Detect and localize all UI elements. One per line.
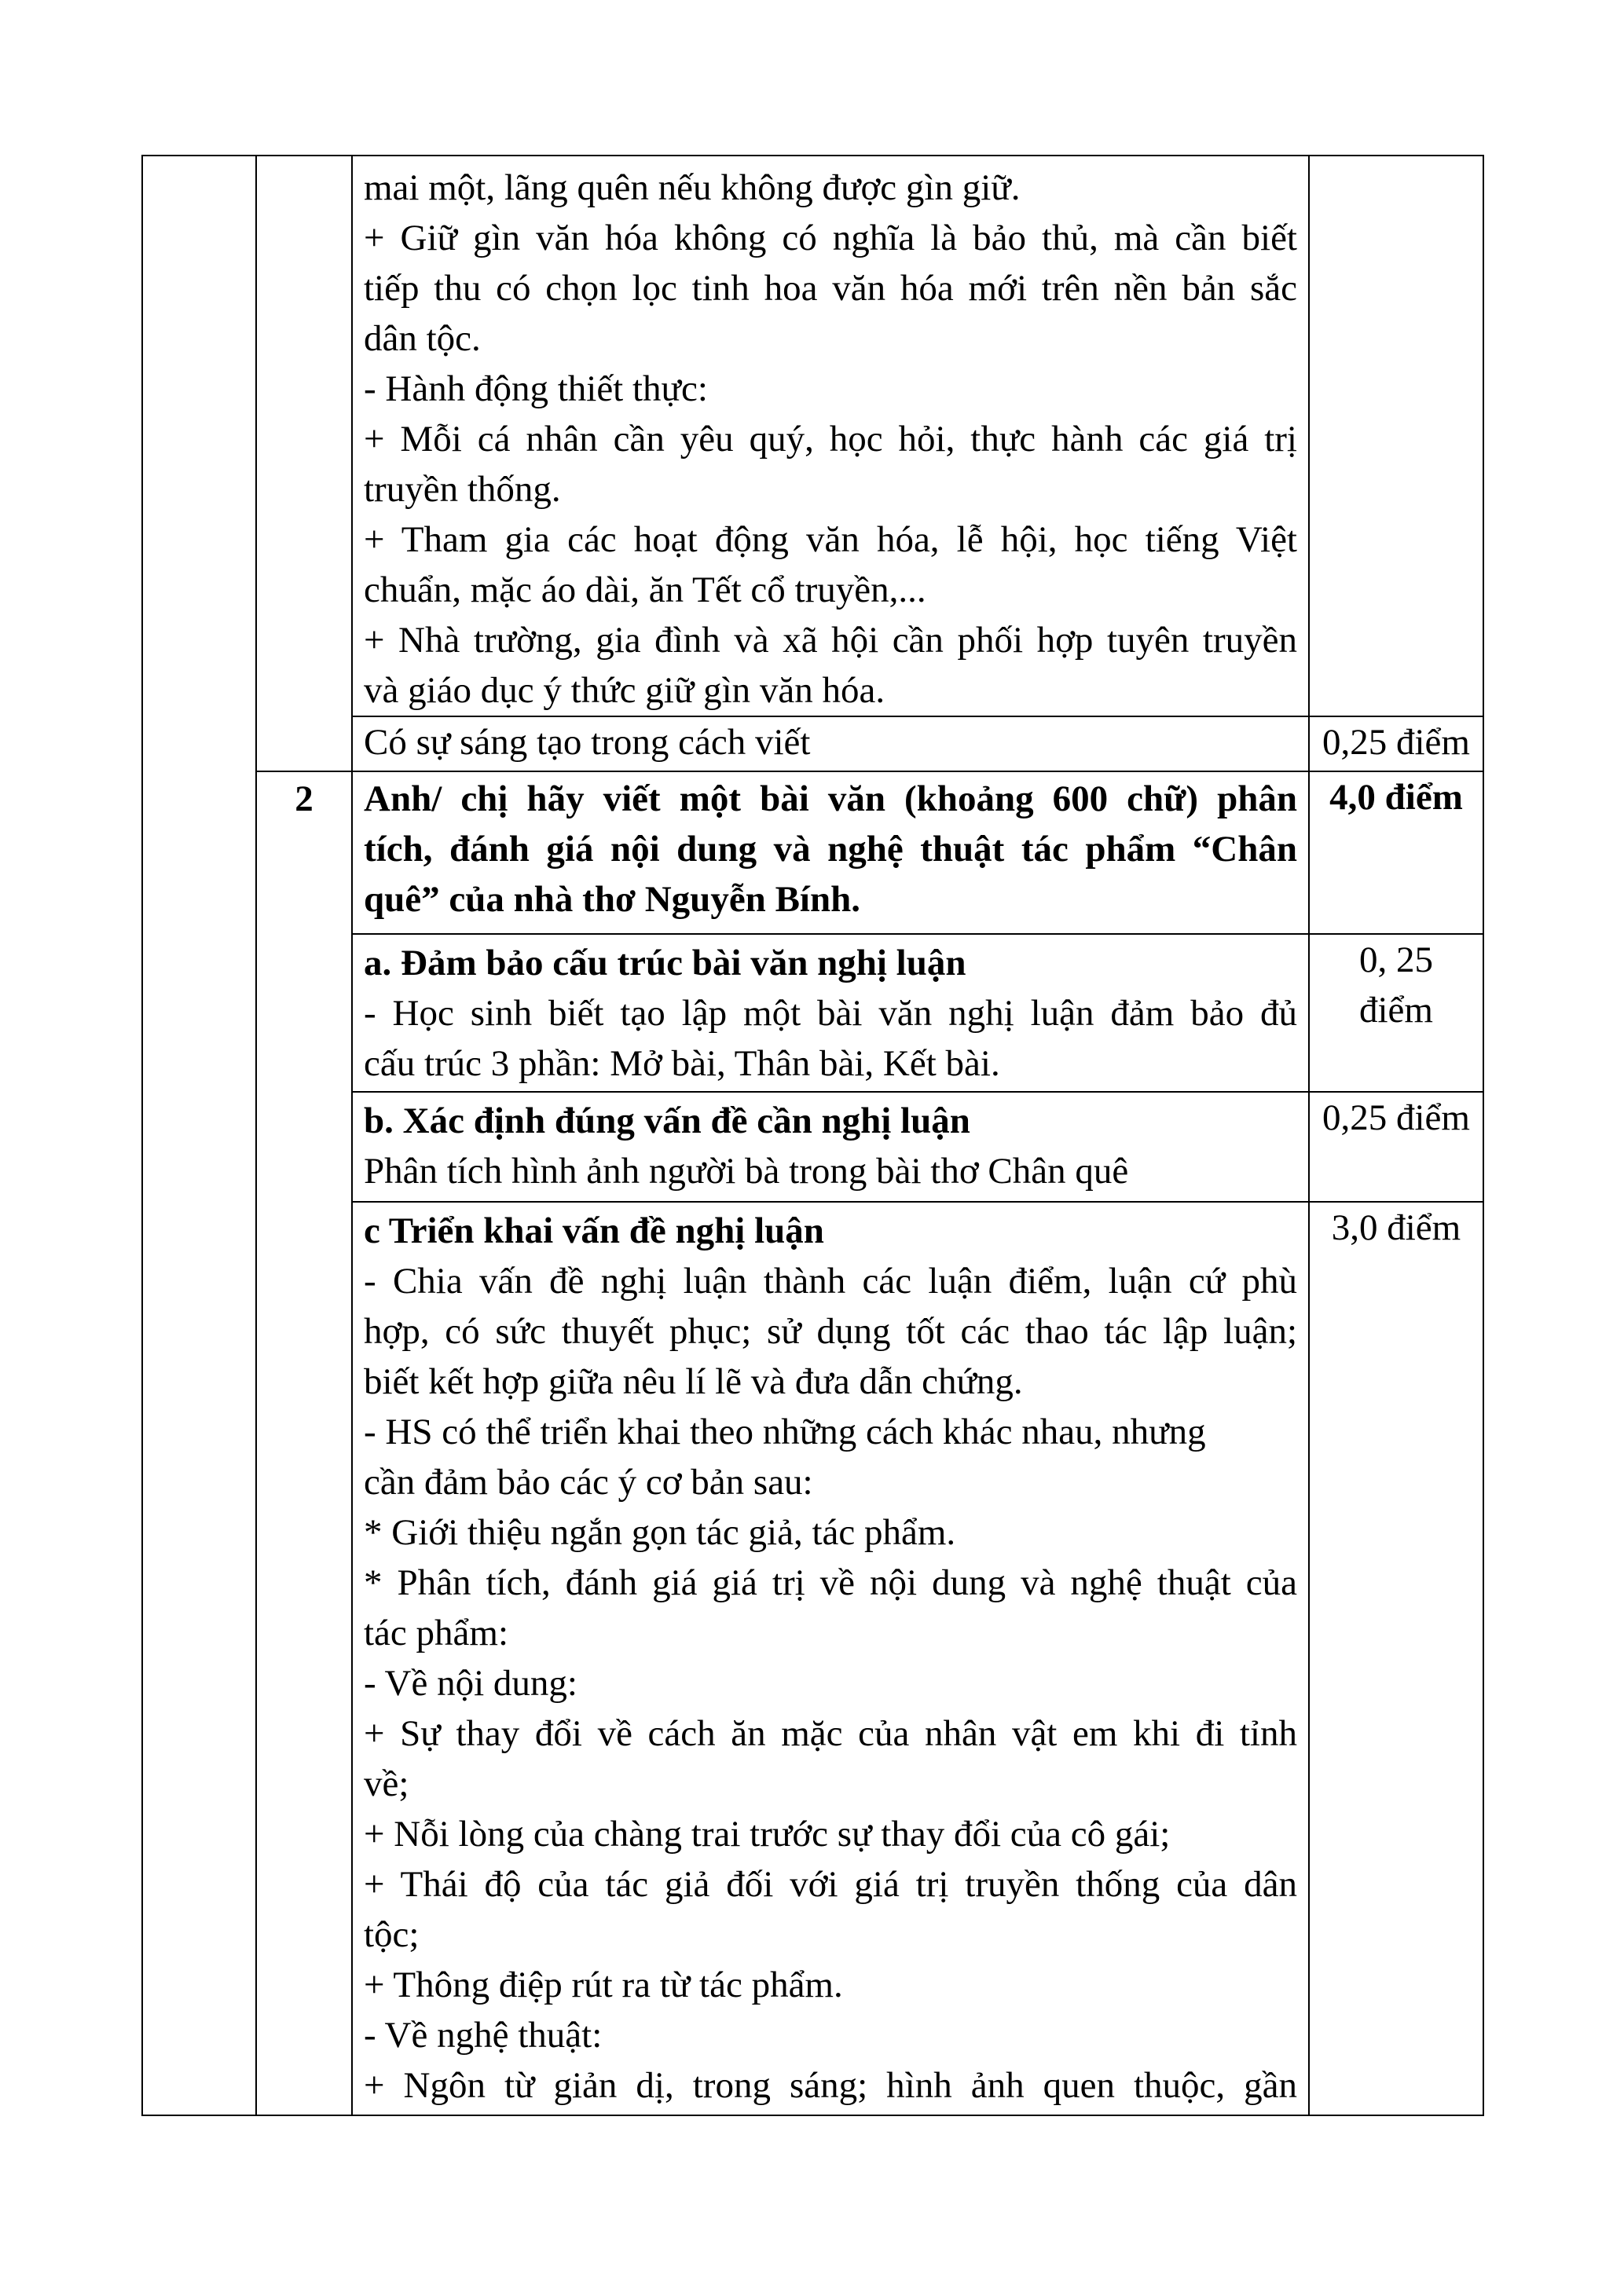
table-row xyxy=(142,156,1483,716)
content-line: + Tham gia các hoạt động văn hóa, lễ hội, học tiếng Việt xyxy=(364,519,1297,560)
score-value: 4,0 điểm xyxy=(1329,777,1463,818)
content-line: mai một, lãng quên nếu không được gìn giữ. xyxy=(364,167,1021,208)
content-line: dân tộc. xyxy=(364,318,481,359)
score-value: 0,25 điểm xyxy=(1322,1097,1470,1138)
content-line: - Hành động thiết thực: xyxy=(364,368,708,409)
content-line: biết kết hợp giữa nêu lí lẽ và đưa dẫn chứng. xyxy=(364,1361,1023,1402)
table-row xyxy=(142,771,1483,934)
grading-table xyxy=(141,155,1484,2116)
score-cell xyxy=(1309,934,1483,1092)
content-line: hợp, có sức thuyết phục; sử dụng tốt các thao tác lập luận; xyxy=(364,1311,1297,1352)
content-heading-line: tích, đánh giá nội dung và nghệ thuật tác phẩm “Chân xyxy=(364,829,1297,870)
score-cell xyxy=(1309,1202,1483,2115)
content-heading-line: a. Đảm bảo cấu trúc bài văn nghị luận xyxy=(364,943,966,983)
content-line: - Về nghệ thuật: xyxy=(364,2015,603,2056)
content-line: tộc; xyxy=(364,1914,420,1955)
content-line: * Giới thiệu ngắn gọn tác giả, tác phẩm. xyxy=(364,1512,956,1553)
content-line: - Về nội dung: xyxy=(364,1663,577,1704)
score-value: 0,25 điểm xyxy=(1322,722,1470,763)
content-heading-line: quê” của nhà thơ Nguyễn Bính. xyxy=(364,879,860,920)
content-line: - Học sinh biết tạo lập một bài văn nghị luận đảm bảo đủ xyxy=(364,993,1297,1034)
content-heading-line: b. Xác định đúng vấn đề cần nghị luận xyxy=(364,1100,970,1141)
content-line: cấu trúc 3 phần: Mở bài, Thân bài, Kết bài. xyxy=(364,1043,1000,1084)
question-number: 2 xyxy=(295,778,313,819)
content-line: tác phẩm: xyxy=(364,1613,509,1653)
question-number-cell xyxy=(256,156,352,771)
content-line: - Chia vấn đề nghị luận thành các luận điểm, luận cứ phù xyxy=(364,1261,1297,1302)
score-cell xyxy=(1309,771,1483,934)
content-line: và giáo dục ý thức giữ gìn văn hóa. xyxy=(364,670,885,711)
content-heading-line: c Triển khai vấn đề nghị luận xyxy=(364,1210,824,1251)
content-line: + Nhà trường, gia đình và xã hội cần phối hợp tuyên truyền xyxy=(364,620,1297,661)
content-heading-line: Anh/ chị hãy viết một bài văn (khoảng 600 chữ) phân xyxy=(364,778,1297,819)
content-line: + Thông điệp rút ra từ tác phẩm. xyxy=(364,1965,843,2005)
content-cell xyxy=(352,1092,1309,1202)
content-cell xyxy=(352,934,1309,1092)
content-line: + Mỗi cá nhân cần yêu quý, học hỏi, thực hành các giá trị xyxy=(364,419,1297,460)
content-line: + Ngôn từ giản dị, trong sáng; hình ảnh quen thuộc, gần xyxy=(364,2065,1297,2106)
score-cell xyxy=(1309,1092,1483,1202)
score-cell xyxy=(1309,716,1483,771)
score-cell xyxy=(1309,156,1483,716)
content-line: về; xyxy=(364,1763,409,1804)
content-line: chuẩn, mặc áo dài, ăn Tết cổ truyền,... xyxy=(364,569,926,610)
score-value: 3,0 điểm xyxy=(1331,1207,1461,1248)
content-cell xyxy=(352,716,1309,771)
content-line: + Nỗi lòng của chàng trai trước sự thay đổi của cô gái; xyxy=(364,1814,1171,1855)
content-line: + Sự thay đổi về cách ăn mặc của nhân vật em khi đi tỉnh xyxy=(364,1713,1297,1754)
content-line: - HS có thể triển khai theo những cách khác nhau, nhưng xyxy=(364,1412,1206,1452)
content-line: truyền thống. xyxy=(364,469,561,510)
content-cell xyxy=(352,771,1309,934)
score-value-line: điểm xyxy=(1359,990,1433,1031)
content-line: cần đảm bảo các ý cơ bản sau: xyxy=(364,1462,813,1503)
content-line: + Thái độ của tác giả đối với giá trị truyền thống của dân xyxy=(364,1864,1297,1905)
content-line: tiếp thu có chọn lọc tinh hoa văn hóa mới trên nền bản sắc xyxy=(364,268,1297,309)
question-number-cell xyxy=(256,771,352,2115)
content-line: * Phân tích, đánh giá giá trị về nội dung và nghệ thuật của xyxy=(364,1562,1297,1603)
grading-table-body xyxy=(142,156,1483,2115)
content-line: Phân tích hình ảnh người bà trong bài thơ Chân quê xyxy=(364,1151,1129,1192)
content-line: Có sự sáng tạo trong cách viết xyxy=(364,722,811,763)
score-value-line: 0, 25 xyxy=(1359,939,1433,980)
content-line: + Giữ gìn văn hóa không có nghĩa là bảo thủ, mà cần biết xyxy=(364,218,1297,258)
content-cell xyxy=(352,1202,1309,2115)
part-column-cell xyxy=(142,156,256,2115)
content-cell xyxy=(352,156,1309,716)
